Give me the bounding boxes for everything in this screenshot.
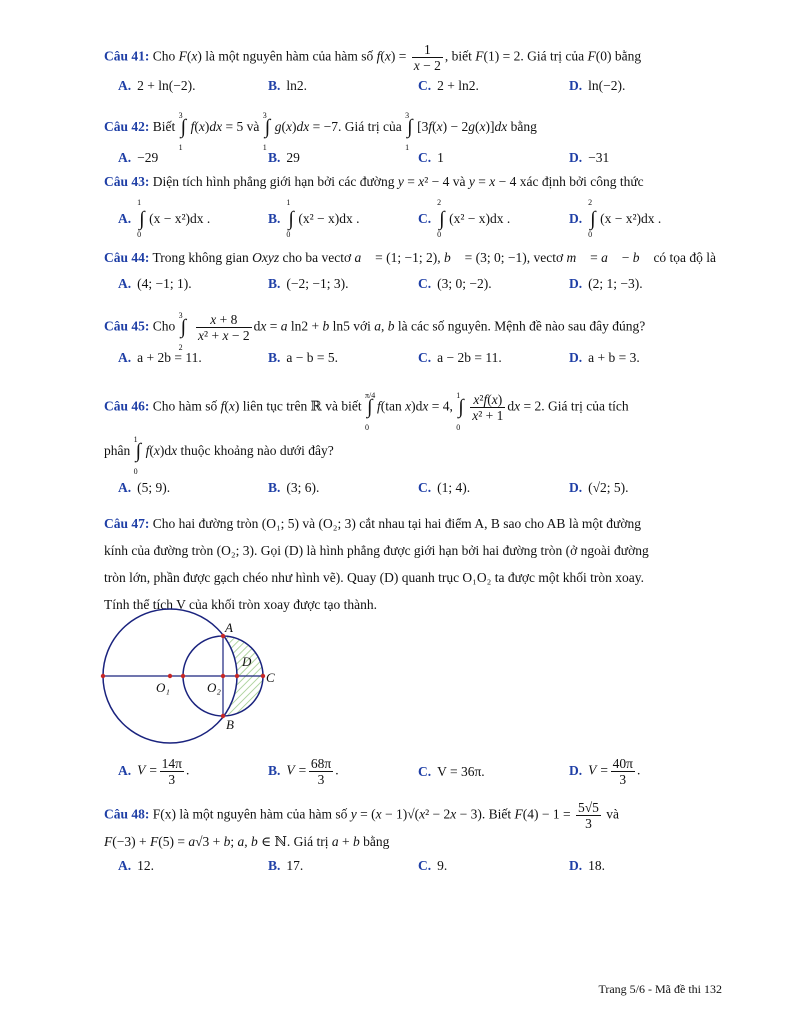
question-label: Câu 46: — [104, 398, 150, 414]
option-b[interactable]: B. V = $\frac{68\pi}{3}$ . — [268, 756, 339, 787]
option-a[interactable]: A. a + 2b = 11. — [118, 350, 202, 365]
question-text: Cho — [152, 318, 176, 334]
question-text: . Giá trị — [286, 834, 329, 849]
option-c[interactable]: C. 2 + ln2. — [418, 78, 479, 93]
question-47 — [104, 510, 724, 618]
option-b[interactable]: B. a − b = 5. — [268, 350, 338, 365]
question-text: bằng — [363, 834, 390, 849]
question-text: bằng — [614, 48, 642, 64]
question-text: . Giá trị của — [520, 48, 585, 64]
hatched-region-d — [96, 606, 286, 754]
question-text: tròn lớn, phần được gạch chéo như hình vẽ). Quay (D) quanh trục O₁O₂ ta được một khối tròn xoay. — [104, 570, 645, 585]
option-d[interactable]: D. 18. — [569, 858, 605, 873]
option-c[interactable]: C. 9. — [418, 858, 448, 873]
label-b: B — [226, 717, 234, 732]
question-label: Câu 47: — [104, 516, 150, 531]
question-text: là một nguyên hàm của hàm số — [205, 48, 374, 64]
question-label: Câu 45: — [104, 318, 150, 334]
options-46 — [104, 480, 724, 500]
question-text: liên tục trên ℝ và biết — [242, 398, 362, 414]
option-a[interactable]: A. 2 + ln(−2). — [118, 78, 196, 93]
option-a[interactable]: A. −29 — [118, 150, 159, 165]
options-43 — [104, 198, 724, 239]
option-c[interactable]: C. 2 ∫ 0 (x² − x)dx . — [418, 198, 511, 239]
question-text: . Giá trị của — [338, 119, 402, 135]
integral-sign: 3 ∫ 1 — [405, 111, 413, 152]
integral-sign: 1 ∫ 0 — [133, 435, 142, 476]
question-46: Câu 46: Cho hàm số f(x) liên tục trên ℝ và biết π/4 ∫ 0 f(tan x)dx = 4, 1 ∫ 0 $\frac{\text{x²f(x)}}{\text{x² + 1}}$ dx = 2. Giá trị của tích — [104, 390, 629, 432]
question-text: Cho — [152, 48, 176, 64]
question-41: Câu 41: Cho F(x) là một nguyên hàm của hàm số f(x) = $\frac{1}{x - 2}$ , biết F(1) = 2. Giá trị của F(0) bằng — [104, 42, 642, 73]
option-c[interactable]: C. a − 2b = 11. — [418, 350, 502, 365]
question-45: Câu 45: Cho 3 ∫ 2 $\frac{x + 8}{\text{x² + x − 2}}$ dx = a ln2 + b ln5 với a, b là các số nguyên. Mệnh đề nào sau đây đúng? — [104, 310, 646, 352]
question-text: thuộc khoảng nào dưới đây? — [180, 443, 334, 459]
question-label: Câu 42: — [104, 119, 150, 135]
question-44: Câu 44: Trong không gian Oxyz cho ba vectơ a⃗ = (1; −1; 2), b⃗ = (3; 0; −1), vectơ m⃗ = a⃗ − b⃗ có tọa độ là — [104, 250, 717, 265]
option-c[interactable]: C. (3; 0; −2). — [418, 276, 492, 291]
option-a[interactable]: A. (5; 9). — [118, 480, 171, 495]
fraction: $\frac{\text{x²f(x)}}{\text{x² + 1}}$ — [472, 392, 504, 423]
question-label: Câu 48: — [104, 806, 150, 822]
option-a[interactable]: A. 1 ∫ 0 (x − x²)dx . — [118, 198, 211, 239]
question-text: xác định bởi công thức — [519, 174, 644, 189]
question-text: là các số nguyên. Mệnh đề nào sau đây đúng? — [397, 318, 646, 334]
integral-sign: 1 ∫ 0 — [456, 390, 464, 432]
options-48 — [104, 858, 724, 878]
question-text: Trong không gian — [152, 250, 249, 265]
question-text: Biết — [152, 119, 176, 135]
option-b[interactable]: B. 17. — [268, 858, 304, 873]
question-text: . Giá trị của tích — [541, 398, 629, 414]
options-44 — [104, 276, 724, 296]
question-text: và — [452, 174, 466, 189]
options-45 — [104, 350, 724, 370]
option-c[interactable]: C. (1; 4). — [418, 480, 471, 495]
option-a[interactable]: A. (4; −1; 1). — [118, 276, 192, 291]
question-text: Cho hàm số — [152, 398, 218, 414]
label-o1: O₁ — [156, 680, 170, 695]
question-label: Câu 41: — [104, 48, 150, 64]
options-42 — [104, 150, 724, 170]
question-text: phân — [104, 443, 131, 459]
question-42: Câu 42: Biết 3 ∫ 1 f(x)dx = 5 và 3 ∫ 1 g(x)dx = −7. Giá trị của 3 ∫ 1 [3f(x) − 2g(x)]dx bằng — [104, 111, 537, 152]
question-text: kính của đường tròn (O₂; 3). Gọi (D) là hình phẳng được giới hạn bởi hai đường tròn (ở ngoài đường — [104, 543, 649, 558]
page-footer: Trang 5/6 - Mã đề thi 132 — [598, 982, 722, 996]
fraction: $\frac{5√5}{3}$ — [577, 800, 599, 831]
question-text: Tính thể tích V của khối tròn xoay được tạo thành. — [104, 597, 378, 612]
option-b[interactable]: B. ln2. — [268, 78, 308, 93]
option-c[interactable]: C. 1 — [418, 150, 444, 165]
option-d[interactable]: D. ln(−2). — [569, 78, 626, 93]
option-b[interactable]: B. 29 — [268, 150, 300, 165]
fraction: $\frac{x + 8}{\text{x² + x − 2}}$ — [198, 312, 250, 343]
question-text: với — [353, 318, 371, 334]
question-text: Cho hai đường tròn (O₁; 5) và (O₂; 3) cắt nhau tại hai điểm A, B sao cho AB là một đường — [152, 516, 642, 531]
question-label: Câu 43: — [104, 174, 150, 189]
question-48-cont: F(−3) + F(5) = a√3 + b; a, b ∈ ℕ. Giá trị a + b bằng — [104, 834, 390, 849]
question-text: Diện tích hình phẳng giới hạn bởi các đường — [152, 174, 395, 189]
option-d[interactable]: D. 2 ∫ 0 (x − x²)dx . — [569, 198, 662, 239]
question-label: Câu 44: — [104, 250, 150, 265]
question-text: cho ba vectơ — [282, 250, 352, 265]
label-d: D — [242, 654, 252, 669]
option-d[interactable]: D. (2; 1; −3). — [569, 276, 643, 291]
question-text: , biết — [444, 48, 472, 64]
fraction: $\frac{1}{x - 2}$ — [413, 42, 441, 73]
label-c: C — [266, 670, 275, 685]
integral-sign: 3 ∫ 2 — [178, 310, 187, 352]
integral-sign: π/4 ∫ 0 — [364, 390, 376, 432]
option-d[interactable]: D. −31 — [569, 150, 610, 165]
options-41 — [104, 78, 724, 98]
question-46-cont: phân 1 ∫ 0 f(x)dx thuộc khoảng nào dưới đây? — [104, 435, 334, 476]
question-48: Câu 48: F(x) là một nguyên hàm của hàm số y = (x − 1)√(x² − 2x − 3). Biết F(4) − 1 = $\frac{5√5}{3}$ và — [104, 800, 620, 831]
question-text: và — [606, 806, 620, 822]
question-text: F(x) là một nguyên hàm của hàm số — [152, 806, 348, 822]
option-b[interactable]: B. 1 ∫ 0 (x² − x)dx . — [268, 198, 360, 239]
label-o2: O₂ — [207, 680, 221, 695]
question-text: . Biết — [481, 806, 512, 822]
option-b[interactable]: B. (3; 6). — [268, 480, 320, 495]
option-b[interactable]: B. (−2; −1; 3). — [268, 276, 349, 291]
option-a[interactable]: A. 12. — [118, 858, 154, 873]
options-47 — [104, 756, 724, 792]
circles-figure — [96, 606, 286, 754]
integral-sign: 3 ∫ 1 — [178, 111, 187, 152]
question-text: bằng — [510, 119, 537, 135]
integral-sign: 3 ∫ 1 — [262, 111, 271, 152]
question-43: Câu 43: Diện tích hình phẳng giới hạn bởi các đường y = x² − 4 và y = x − 4 xác định bởi công thức — [104, 174, 644, 189]
option-d[interactable]: D. a + b = 3. — [569, 350, 640, 365]
question-text: có tọa độ là — [653, 250, 717, 265]
question-text: và — [246, 119, 260, 135]
option-d[interactable]: D. (√2; 5). — [569, 480, 629, 495]
option-a[interactable]: A. V = $\frac{14\pi}{3}$ . — [118, 756, 190, 787]
label-a: A — [225, 620, 233, 635]
option-c[interactable]: C. V = 36π. — [418, 764, 485, 779]
option-d[interactable]: D. V = $\frac{40\pi}{3}$ . — [569, 756, 641, 787]
question-text: , vectơ — [526, 250, 564, 265]
